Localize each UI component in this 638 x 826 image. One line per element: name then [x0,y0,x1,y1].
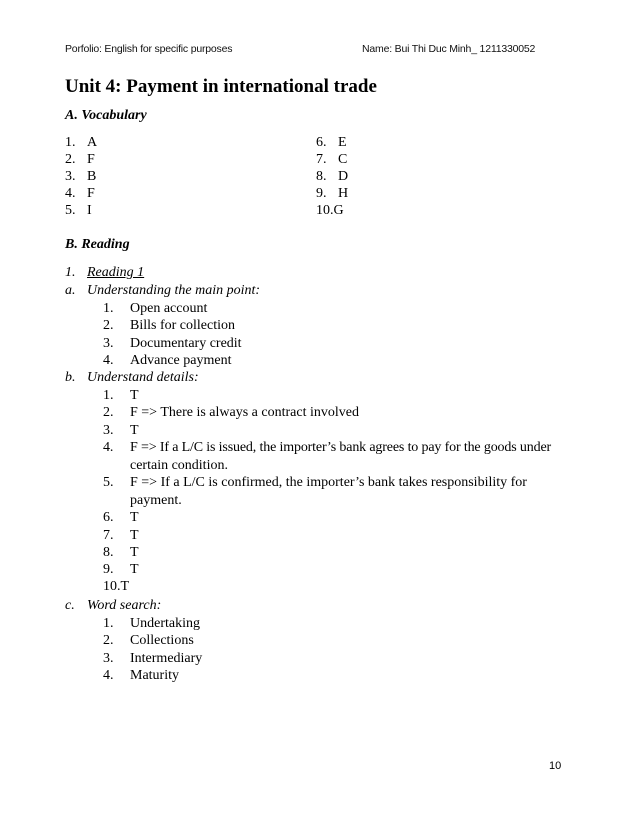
list-item: 7. T [103,528,139,543]
list-item: 3. Intermediary [103,651,203,666]
page-title: Unit 4: Payment in international trade [65,76,377,97]
reading-heading: B. Reading [65,237,130,252]
vocabulary-heading: A. Vocabulary [65,108,147,123]
part-b-title: b. Understand details: [65,370,199,385]
vocab-item: 4. F [65,186,95,201]
list-item: 2. Bills for collection [103,318,235,333]
part-c-title: c. Word search: [65,598,162,613]
vocab-item: 7. C [316,152,348,167]
vocab-item: 3. B [65,169,97,184]
list-item: 1. T [103,388,139,403]
vocab-item: 6. E [316,135,347,150]
list-item: 9. T [103,562,139,577]
list-item-continuation: payment. [130,493,182,508]
list-item: 5. F => If a L/C is confirmed, the importer’s bank takes responsibility for [103,475,527,490]
part-a-title: a. Understanding the main point: [65,283,261,298]
page-number: 10 [549,760,562,772]
list-item: 2. F => There is always a contract involved [103,405,359,420]
list-item: 2. Collections [103,633,194,648]
vocab-item: 1. A [65,135,98,150]
header-right: Name: Bui Thi Duc Minh_ 1211330052 [362,43,536,55]
list-item-continuation: certain condition. [130,458,228,473]
list-item: 3. Documentary credit [103,336,242,351]
list-item: 1. Open account [103,301,208,316]
reading-subtitle: 1. Reading 1 [65,265,145,280]
list-item: 3. T [103,423,139,438]
list-item: 4. Advance payment [103,353,232,368]
list-item: 6. T [103,510,139,525]
vocab-item: 9. H [316,186,349,201]
vocab-item: 5. I [65,203,92,218]
list-item: 10.T [103,579,130,594]
list-item: 4. F => If a L/C is issued, the importer’s bank agrees to pay for the goods under [103,440,552,455]
list-item: 4. Maturity [103,668,179,683]
vocab-item: 2. F [65,152,95,167]
vocab-item: 8. D [316,169,349,184]
vocab-item: 10.G [316,203,344,218]
list-item: 1. Undertaking [103,616,200,631]
list-item: 8. T [103,545,139,560]
header-left: Porfolio: English for specific purposes [65,43,233,55]
